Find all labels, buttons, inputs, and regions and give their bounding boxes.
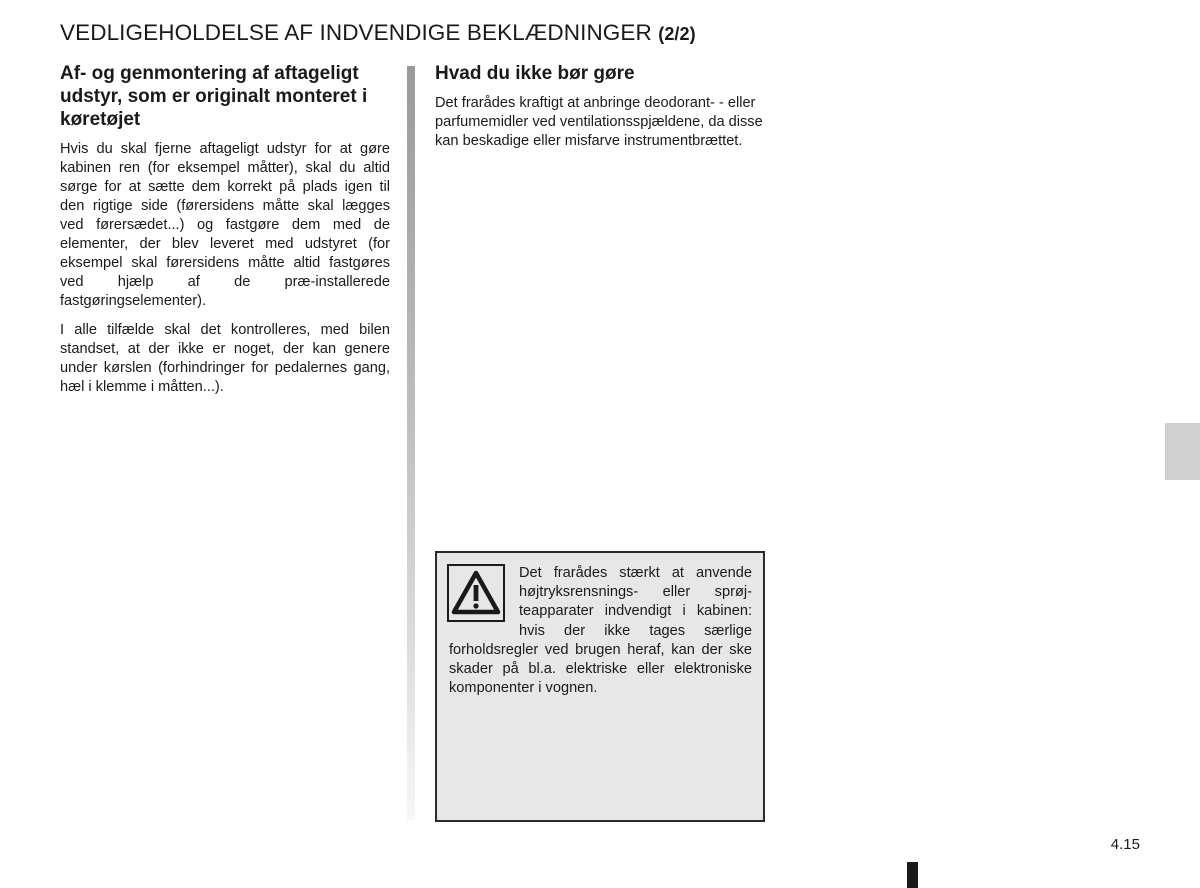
- left-column: [60, 62, 390, 407]
- section-heading-removable-equipment: Af- og genmontering af aftageligt udstyr, som er originalt monteret i køretøjet: [60, 63, 368, 130]
- paragraph-deodorant-warning: Det frarådes kraftigt at anbringe deodorant- - eller parfumemidler ved ventilationsspjældene, da disse kan beskadige eller misfarve instrumentbrættet.: [435, 95, 763, 149]
- warning-text-container: [449, 564, 752, 698]
- section-heading-what-not-to-do: Hvad du ikke bør gøre: [435, 63, 635, 84]
- page-title-text: VEDLIGEHOLDELSE AF INDVENDIGE BEKLÆDNINGER: [60, 20, 652, 45]
- paragraph-remove-equipment: Hvis du skal fjerne aftageligt udstyr for at gøre kabinen ren (for eksempel måtter), skal du altid sørge for at sætte dem korrekt på plads igen til den rigtige side (førersidens måtte skal lægges ved førersædet...) og fastgøre dem med de elementer, der blev leveret med udstyret (for eksempel skal førersidens måtte altid fastgøres ved hjælp af de præ-installerede fastgøringselementer).: [60, 141, 390, 309]
- right-column: [435, 62, 765, 161]
- paragraph-check-obstacles: I alle tilfælde skal det kontrolleres, med bilen standset, at der ikke er noget, der kan genere under kørslen (forhindringer for pedalernes gang, hæl i klemme i måtten...).: [60, 322, 390, 395]
- crop-mark: [907, 862, 918, 888]
- warning-text: Det frarådes stærkt at anvende højtryksrensnings- eller sprøjteapparater indvendigt i kabinen: hvis der ikke tages særlige forholdsregler ved brugen heraf, kan der ske skader på bl.a. elektriske eller elektroniske komponenter i vognen.: [449, 565, 752, 697]
- page-number: 4.15: [1110, 836, 1140, 853]
- page-title: [60, 20, 1060, 46]
- chapter-tab: [1165, 423, 1200, 480]
- column-divider: [407, 66, 415, 820]
- page-title-suffix: (2/2): [658, 24, 696, 44]
- warning-box: [435, 551, 765, 822]
